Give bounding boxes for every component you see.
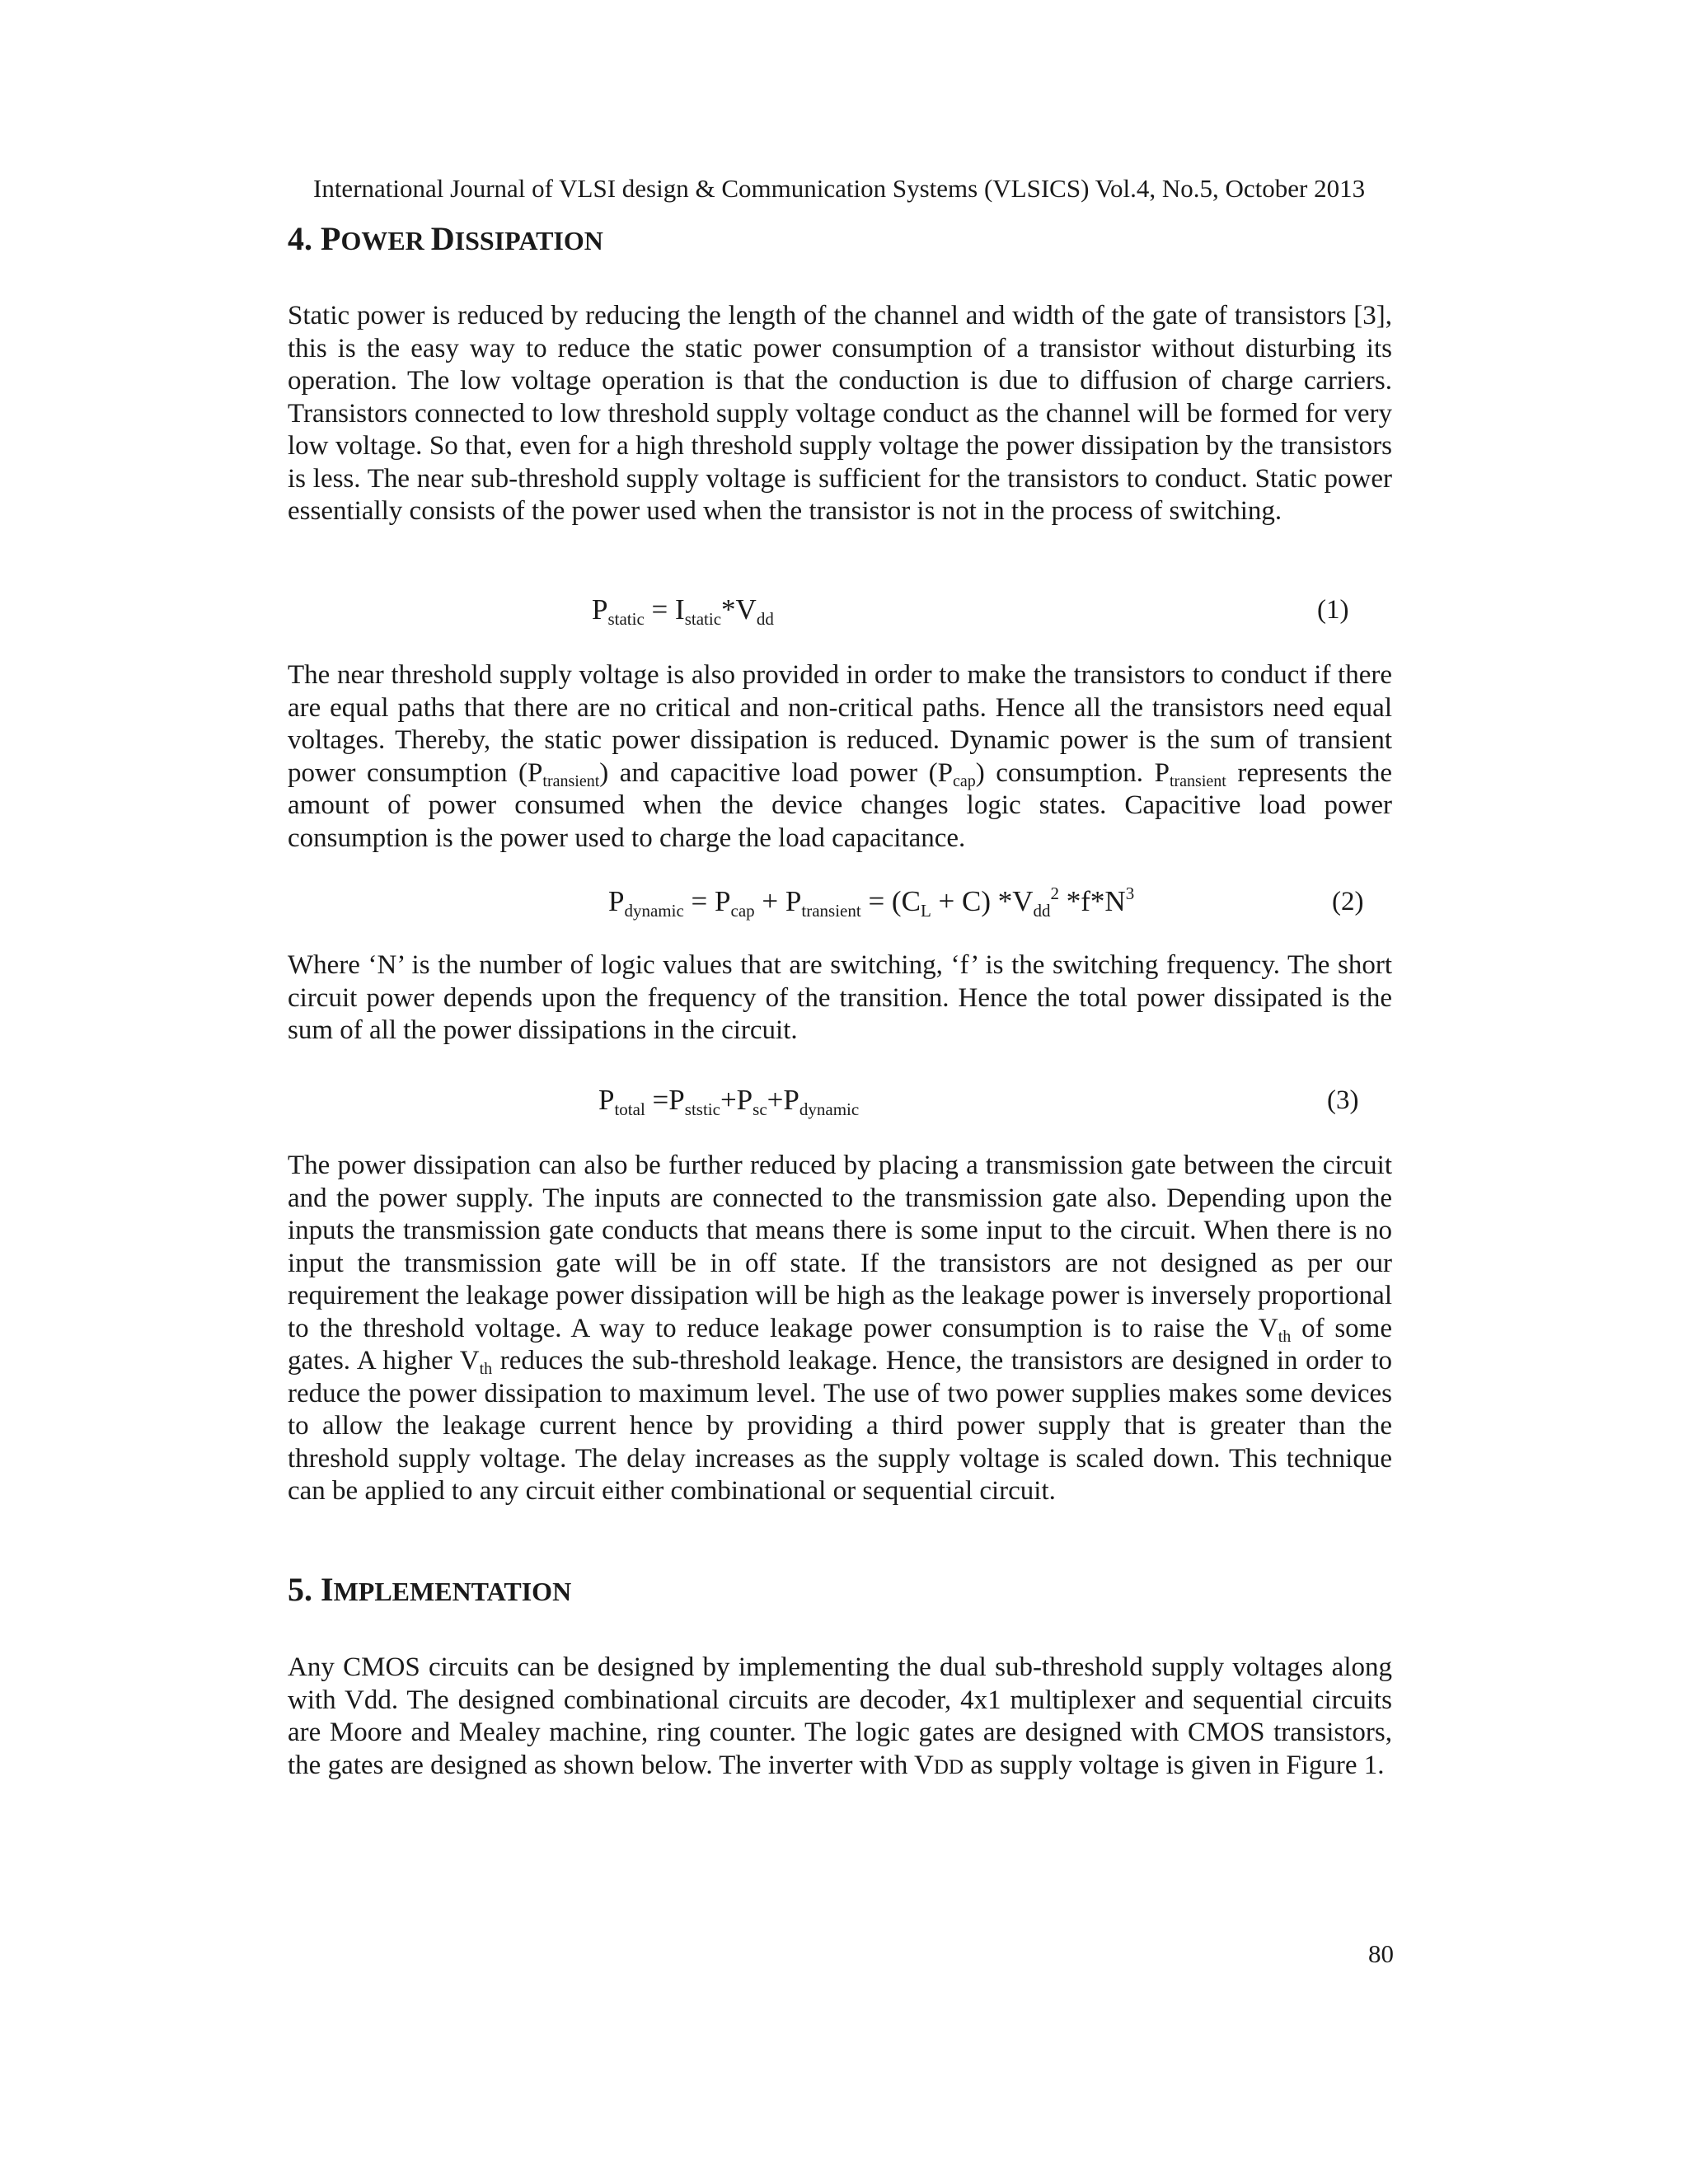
equation-2 <box>608 883 1134 920</box>
section-number: 4. <box>288 220 321 257</box>
paragraph-text-run: The power dissipation can also be further reduced by placing a transmission gate between the circuit and the power supply. The inputs are connected to the transmission gate also. Depending upon the inputs the transmission gate conducts that means there is some input to the circuit. When there is no input the transmission gate will be in off state. If the transistors are not designed as per our requirement the leakage power dissipation will be high as the leakage power is inversely proportional to the threshold voltage. A way to reduce leakage power consumption is to raise the V <box>288 1151 1392 1343</box>
page-number: 80 <box>1368 1939 1394 1968</box>
equation-term: dynamic <box>624 901 684 921</box>
paragraph-text-run: represents the amount of power consumed when the device changes logic states. Capacitive load power consumption is the power used to charge the load capacitance. <box>288 757 1392 853</box>
heading-smallcaps: OWER <box>340 226 431 255</box>
equation-3 <box>598 1082 859 1118</box>
equation-term: *f*N <box>1059 885 1126 917</box>
paragraph-text-run: of some gates. A higher V <box>288 1313 1392 1376</box>
equation-term: *V <box>721 593 757 626</box>
equation-term: transient <box>801 901 861 921</box>
heading-initial: P <box>321 220 341 257</box>
equation-term: 2 <box>1050 883 1060 903</box>
equation-term: L <box>920 901 931 921</box>
equation-term: + P <box>754 885 802 917</box>
equation-term: dd <box>756 609 774 629</box>
equation-term: dynamic <box>799 1099 860 1119</box>
paragraph-total-power: Where ‘N’ is the number of logic values that are switching, ‘f’ is the switching frequency. The short circuit power depends upon the frequency of the transition. Hence the total power dissipated is the sum of all the power dissipations in the circuit. <box>288 950 1392 1045</box>
paragraph-text-run: reduces the sub-threshold leakage. Hence, the transistors are designed in order to reduce the power dissipation to maximum level. The use of two power supplies makes some devices to allow the leakage current hence by providing a third power supply that is greater than the threshold supply voltage. The delay increases as the supply voltage is scaled down. This technique can be applied to any circuit either combinational or sequential circuit. <box>288 1346 1392 1506</box>
equation-term: P <box>592 593 608 626</box>
equation-term: ststic <box>684 1099 720 1119</box>
equation-term: static <box>684 609 722 629</box>
paragraph-text-run: DD <box>933 1755 964 1779</box>
paragraph-text-run: as supply voltage is given in Figure 1. <box>963 1750 1385 1780</box>
paragraph-text-run: Any CMOS circuits can be designed by implementing the dual sub-threshold supply voltages along with Vdd. The designed combinational circuits are decoder, 4x1 multiplexer and sequential circuits are Moore and Mealey machine, ring counter. The logic gates are designed with CMOS transistors, the gates are designed as shown below. The inverter with V <box>288 1652 1392 1780</box>
equation-term: =P <box>645 1084 685 1116</box>
paragraph-text-run: transient <box>542 771 600 790</box>
paragraph-dynamic-power <box>288 659 1392 855</box>
equation-1-number: (1) <box>1317 595 1349 625</box>
paragraph-text-run: transient <box>1169 771 1226 790</box>
running-header: International Journal of VLSI design & Communication Systems (VLSICS) Vol.4, No.5, October 2013 <box>313 174 1366 203</box>
equation-term: sc <box>753 1099 767 1119</box>
equation-2-number: (2) <box>1332 887 1364 916</box>
equation-term: = I <box>644 593 685 626</box>
equation-term: +P <box>767 1084 799 1116</box>
paragraph-implementation <box>288 1652 1392 1783</box>
paragraph-transmission-gate <box>288 1150 1392 1508</box>
paragraph-text-run: The near threshold supply voltage is also provided in order to make the transistors to conduct if there are equal paths that there are no critical and non-critical paths. Hence all the transistors need equal voltages. Thereby, the static power dissipation is reduced. Dynamic power is the sum of transient power consumption (P <box>288 660 1392 788</box>
equation-term: dd <box>1033 901 1051 921</box>
section-heading-implementation <box>288 1569 571 1618</box>
equation-term: = (C <box>860 885 921 917</box>
paragraph-text-run: ) consumption. P <box>975 757 1170 788</box>
paragraph-text-run: th <box>1278 1327 1292 1346</box>
paragraph-text-run: cap <box>952 771 976 790</box>
section-heading-power-dissipation <box>288 218 603 267</box>
equation-term: P <box>608 885 625 917</box>
heading-initial: D <box>430 220 455 257</box>
heading-smallcaps: ISSIPATION <box>454 226 603 255</box>
heading-initial: I <box>321 1571 334 1608</box>
equation-term: +P <box>720 1084 753 1116</box>
equation-term: static <box>607 609 645 629</box>
equation-term: = P <box>683 885 731 917</box>
equation-term: total <box>614 1099 645 1119</box>
paragraph-text-run: th <box>479 1360 493 1378</box>
equation-term: + C) *V <box>931 885 1034 917</box>
section-number: 5. <box>288 1571 321 1608</box>
heading-smallcaps: MPLEMENTATION <box>333 1577 572 1606</box>
equation-term: 3 <box>1125 883 1135 903</box>
equation-term: cap <box>730 901 755 921</box>
equation-term: P <box>598 1084 615 1116</box>
equation-1 <box>592 592 774 628</box>
paragraph-text-run: ) and capacitive load power (P <box>599 757 953 788</box>
paragraph-static-power: Static power is reduced by reducing the length of the channel and width of the gate of transistors [3], this is the easy way to reduce the static power consumption of a transistor without disturbing its operation. The low voltage operation is that the conduction is due to diffusion of charge carriers. Transistors connected to low threshold supply voltage conduct as the channel will be formed for very low voltage. So that, even for a high threshold supply voltage the power dissipation by the transistors is less. The near sub-threshold supply voltage is sufficient for the transistors to conduct. Static power essentially consists of the power used when the transistor is not in the process of switching. <box>288 301 1392 526</box>
equation-3-number: (3) <box>1327 1085 1359 1115</box>
